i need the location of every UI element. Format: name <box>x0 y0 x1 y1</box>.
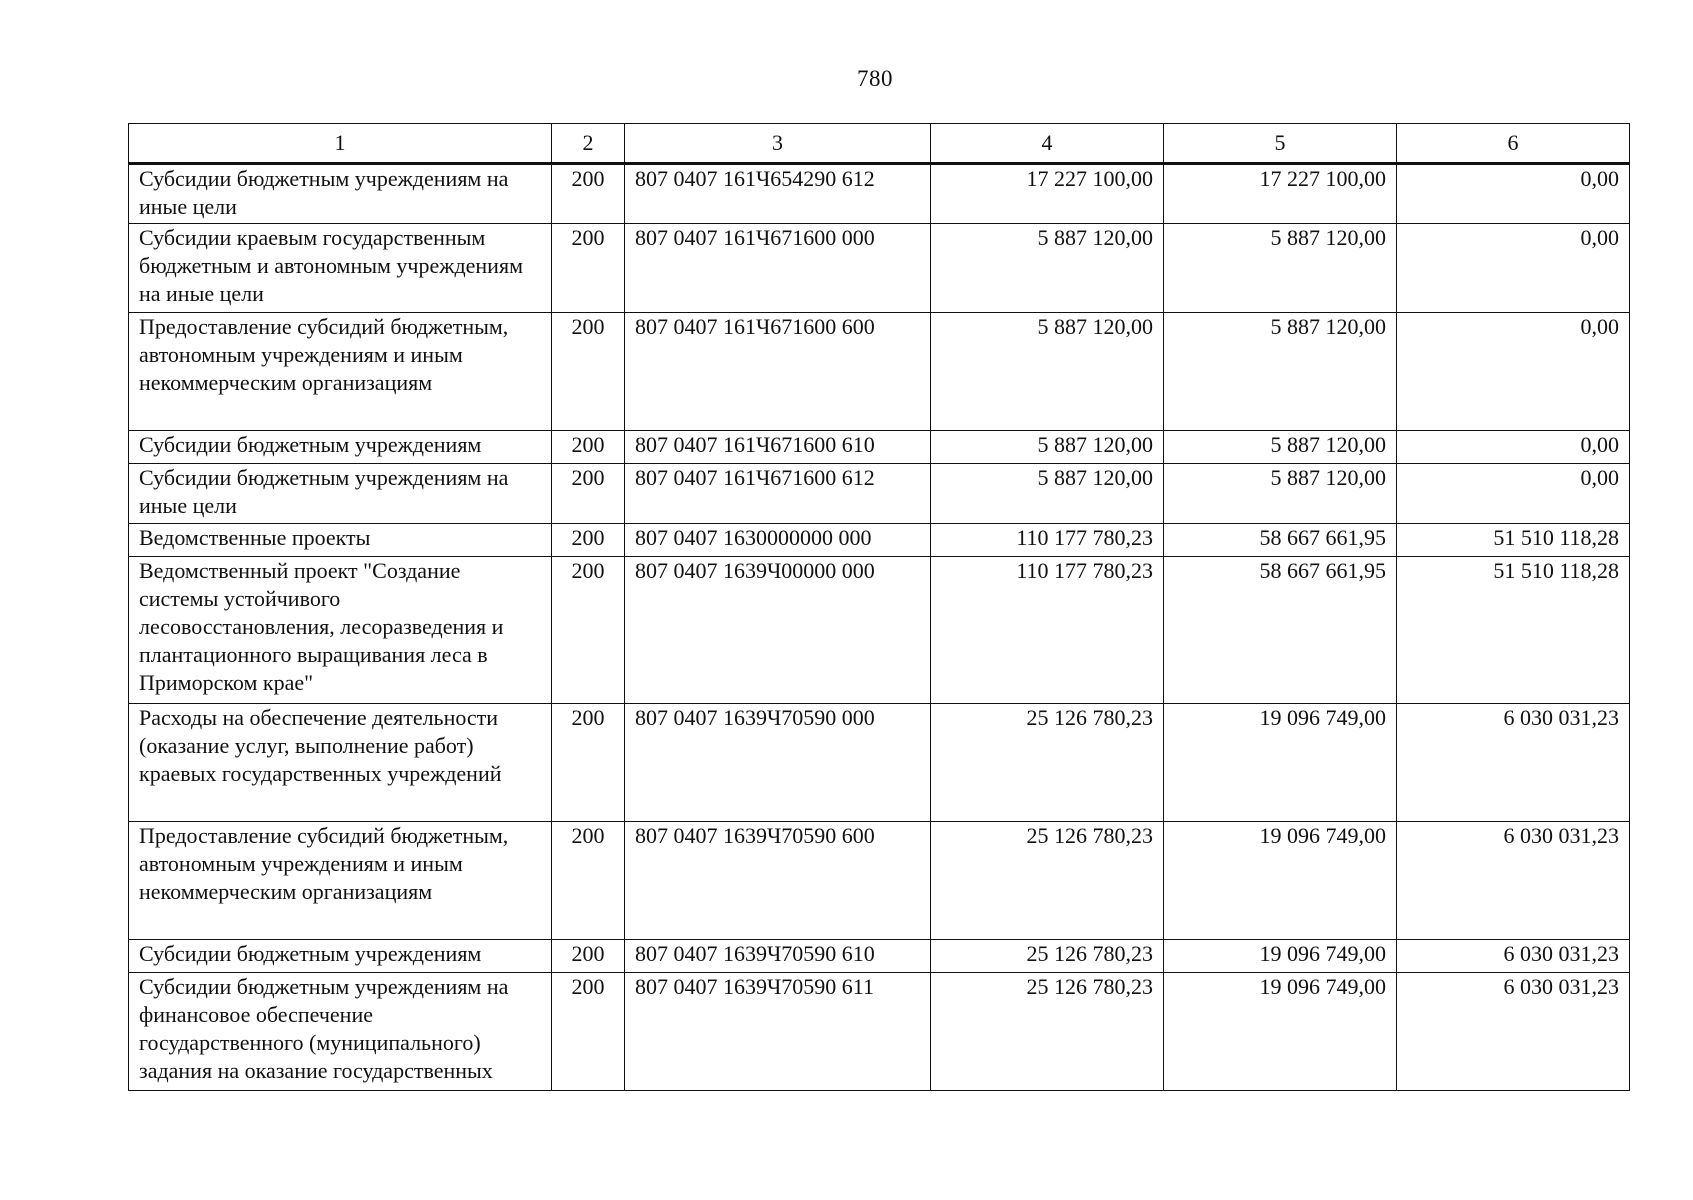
row-plan-cell: 25 126 780,23 <box>931 940 1164 973</box>
row-code-cell: 200 <box>552 822 625 940</box>
budget-table <box>128 123 1630 1091</box>
row-code-cell: 200 <box>552 973 625 1091</box>
column-header-2: 2 <box>552 124 625 164</box>
row-plan-cell: 5 887 120,00 <box>931 313 1164 431</box>
table-row <box>129 822 1630 940</box>
row-remainder-cell: 51 510 118,28 <box>1397 557 1630 704</box>
row-code-cell: 200 <box>552 704 625 822</box>
page-number: 780 <box>857 66 893 91</box>
row-executed-cell: 5 887 120,00 <box>1164 464 1397 524</box>
row-executed-cell: 58 667 661,95 <box>1164 524 1397 557</box>
row-classifier-cell: 807 0407 1639Ч00000 000 <box>625 557 931 704</box>
row-remainder-cell: 51 510 118,28 <box>1397 524 1630 557</box>
row-name-cell: Субсидии бюджетным учреждениям на иные цели <box>129 164 552 224</box>
table-row <box>129 464 1630 524</box>
row-name-cell: Субсидии бюджетным учреждениям на финансовое обеспечение государственного (муниципального) задания на оказание государственных <box>129 973 552 1091</box>
row-executed-cell: 5 887 120,00 <box>1164 313 1397 431</box>
row-name-cell: Расходы на обеспечение деятельности (оказание услуг, выполнение работ) краевых государственных учреждений <box>129 704 552 822</box>
row-plan-cell: 110 177 780,23 <box>931 524 1164 557</box>
row-name-cell: Ведомственный проект "Создание системы устойчивого лесовосстановления, лесоразведения и плантационного выращивания леса в Приморском крае" <box>129 557 552 704</box>
table-row <box>129 704 1630 822</box>
column-header-4: 4 <box>931 124 1164 164</box>
row-plan-cell: 5 887 120,00 <box>931 224 1164 313</box>
row-code-cell: 200 <box>552 313 625 431</box>
row-executed-cell: 19 096 749,00 <box>1164 822 1397 940</box>
column-header-5: 5 <box>1164 124 1397 164</box>
header-row <box>129 124 1630 164</box>
row-remainder-cell: 0,00 <box>1397 224 1630 313</box>
row-name-cell: Субсидии краевым государственным бюджетным и автономным учреждениям на иные цели <box>129 224 552 313</box>
row-plan-cell: 25 126 780,23 <box>931 973 1164 1091</box>
row-executed-cell: 19 096 749,00 <box>1164 973 1397 1091</box>
row-classifier-cell: 807 0407 1639Ч70590 610 <box>625 940 931 973</box>
row-executed-cell: 58 667 661,95 <box>1164 557 1397 704</box>
row-code-cell: 200 <box>552 431 625 464</box>
row-code-cell: 200 <box>552 524 625 557</box>
row-remainder-cell: 6 030 031,23 <box>1397 704 1630 822</box>
table-row <box>129 224 1630 313</box>
row-name-cell: Субсидии бюджетным учреждениям <box>129 431 552 464</box>
row-code-cell: 200 <box>552 224 625 313</box>
row-classifier-cell: 807 0407 1639Ч70590 600 <box>625 822 931 940</box>
row-plan-cell: 5 887 120,00 <box>931 431 1164 464</box>
row-classifier-cell: 807 0407 1630000000 000 <box>625 524 931 557</box>
row-remainder-cell: 0,00 <box>1397 431 1630 464</box>
row-code-cell: 200 <box>552 557 625 704</box>
row-remainder-cell: 6 030 031,23 <box>1397 822 1630 940</box>
column-header-6: 6 <box>1397 124 1630 164</box>
table-row <box>129 524 1630 557</box>
table-row <box>129 940 1630 973</box>
row-code-cell: 200 <box>552 164 625 224</box>
table-row <box>129 313 1630 431</box>
row-plan-cell: 17 227 100,00 <box>931 164 1164 224</box>
row-remainder-cell: 6 030 031,23 <box>1397 973 1630 1091</box>
row-classifier-cell: 807 0407 161Ч671600 612 <box>625 464 931 524</box>
row-name-cell: Субсидии бюджетным учреждениям <box>129 940 552 973</box>
row-classifier-cell: 807 0407 161Ч671600 610 <box>625 431 931 464</box>
row-code-cell: 200 <box>552 464 625 524</box>
row-code-cell: 200 <box>552 940 625 973</box>
row-classifier-cell: 807 0407 161Ч671600 600 <box>625 313 931 431</box>
row-executed-cell: 19 096 749,00 <box>1164 940 1397 973</box>
row-classifier-cell: 807 0407 1639Ч70590 611 <box>625 973 931 1091</box>
column-header-3: 3 <box>625 124 931 164</box>
table-row <box>129 973 1630 1091</box>
row-plan-cell: 110 177 780,23 <box>931 557 1164 704</box>
row-classifier-cell: 807 0407 161Ч654290 612 <box>625 164 931 224</box>
row-name-cell: Предоставление субсидий бюджетным, автономным учреждениям и иным некоммерческим организациям <box>129 313 552 431</box>
row-classifier-cell: 807 0407 1639Ч70590 000 <box>625 704 931 822</box>
row-remainder-cell: 0,00 <box>1397 464 1630 524</box>
column-header-1: 1 <box>129 124 552 164</box>
row-executed-cell: 17 227 100,00 <box>1164 164 1397 224</box>
row-classifier-cell: 807 0407 161Ч671600 000 <box>625 224 931 313</box>
row-plan-cell: 25 126 780,23 <box>931 704 1164 822</box>
row-plan-cell: 25 126 780,23 <box>931 822 1164 940</box>
row-remainder-cell: 6 030 031,23 <box>1397 940 1630 973</box>
row-executed-cell: 5 887 120,00 <box>1164 431 1397 464</box>
row-name-cell: Предоставление субсидий бюджетным, автономным учреждениям и иным некоммерческим организациям <box>129 822 552 940</box>
table-row <box>129 431 1630 464</box>
row-executed-cell: 19 096 749,00 <box>1164 704 1397 822</box>
table-row <box>129 164 1630 224</box>
row-remainder-cell: 0,00 <box>1397 313 1630 431</box>
row-name-cell: Ведомственные проекты <box>129 524 552 557</box>
table-row <box>129 557 1630 704</box>
row-remainder-cell: 0,00 <box>1397 164 1630 224</box>
row-name-cell: Субсидии бюджетным учреждениям на иные цели <box>129 464 552 524</box>
row-plan-cell: 5 887 120,00 <box>931 464 1164 524</box>
row-executed-cell: 5 887 120,00 <box>1164 224 1397 313</box>
